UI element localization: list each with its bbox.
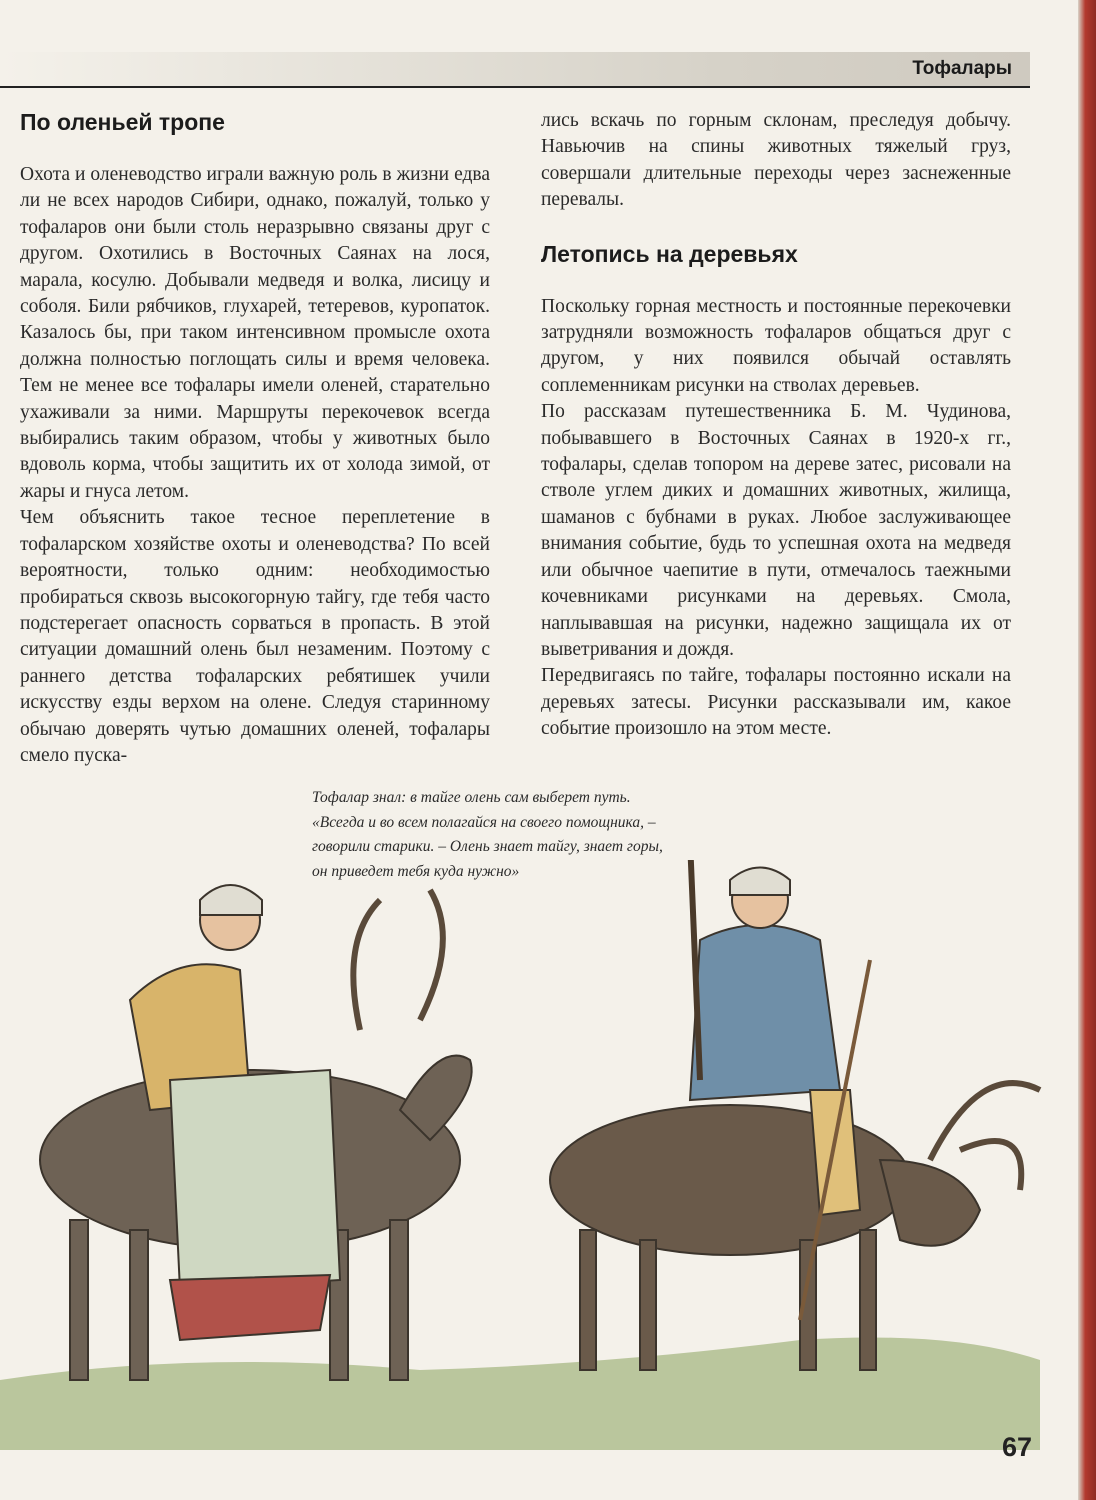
paragraph: Поскольку горная местность и постоянные перекочевки затрудняли возможность тофаларов общаться друг с другом, у них появился обычай оставлять соплеменникам рисунки на стволах деревьев. bbox=[541, 295, 1011, 396]
heading-tree-chronicle: Летопись на деревьях bbox=[541, 240, 798, 267]
section-title: Тофалары bbox=[912, 58, 1012, 79]
running-header bbox=[0, 52, 1030, 88]
right-column bbox=[541, 108, 1011, 743]
illustration-caption: Тофалар знал: в тайге олень сам выберет путь. «Всегда и во всем полагайся на своего помощника, – говорили старики. – Олень знает тайгу, знает горы, он приведет тебя куда нужно» bbox=[312, 789, 663, 880]
paragraph: Чем объяснить такое тесное переплетение в тофаларском хозяйстве охоты и оленеводства? По всей вероятности, только одним: необходимостью пробираться сквозь высокогорную тайгу, где тебя часто подстерегает опасность сорваться в пропасть. В этой ситуации домашний олень был незаменим. Поэтому с раннего детства тофаларских ребятишек учили искусству езды верхом на олене. Следуя старинному обычаю доверять чутью домашних оленей, тофалары смело пуска- bbox=[20, 507, 490, 766]
paragraph: Охота и оленеводство играли важную роль в жизни едва ли не всех народов Сибири, однако, пожалуй, только у тофаларов они были столь неразрывно связаны друг с другом. Охотились в Восточных Саянах на лося, марала, косулю. Добывали медведя и волка, лисицу и соболя. Били рябчиков, глухарей, тетеревов, куропаток. Казалось бы, при таком интенсивном промысле охота должна полностью поглощать силы и время человека. Тем не менее все тофалары имели оленей, старательно ухаживали за ними. Маршруты перекочевок всегда выбирались таким образом, чтобы у животных было вдоволь корма, чтобы защитить их от холода зимой, от жары и гнуса летом. bbox=[20, 164, 490, 502]
page-number: 67 bbox=[1001, 1432, 1032, 1462]
paragraph-continuation: лись вскачь по горным склонам, преследуя добычу. Навьючив на спины животных тяжелый груз, совершали длительные переходы через заснеженные перевалы. bbox=[541, 110, 1011, 211]
paragraph: По рассказам путешественника Б. М. Чудинова, побывавшего в Восточных Саянах в 1920-х гг., тофалары, сделав топором на дереве затес, рисовали на стволе углем диких и домашних животных, жилища, шаманов с бубнами в руках. Любое заслуживающее внимания событие, будь то успешная охота на медведя или обычное чаепитие в пути, отмечалось таежными кочевниками рисунками на деревьях. Смола, наплывавшая на рисунки, надежно защищала их от выветривания и дождя. bbox=[541, 401, 1011, 660]
reindeer-riders-illustration bbox=[0, 860, 1096, 1450]
heading-reindeer-trail: По оленьей тропе bbox=[20, 109, 225, 135]
right-reindeer bbox=[550, 1083, 1040, 1370]
left-column bbox=[20, 108, 490, 769]
paragraph: Передвигаясь по тайге, тофалары постоянно искали на деревьях затесы. Рисунки рассказывали им, какое событие произошло на этом месте. bbox=[541, 665, 1011, 740]
